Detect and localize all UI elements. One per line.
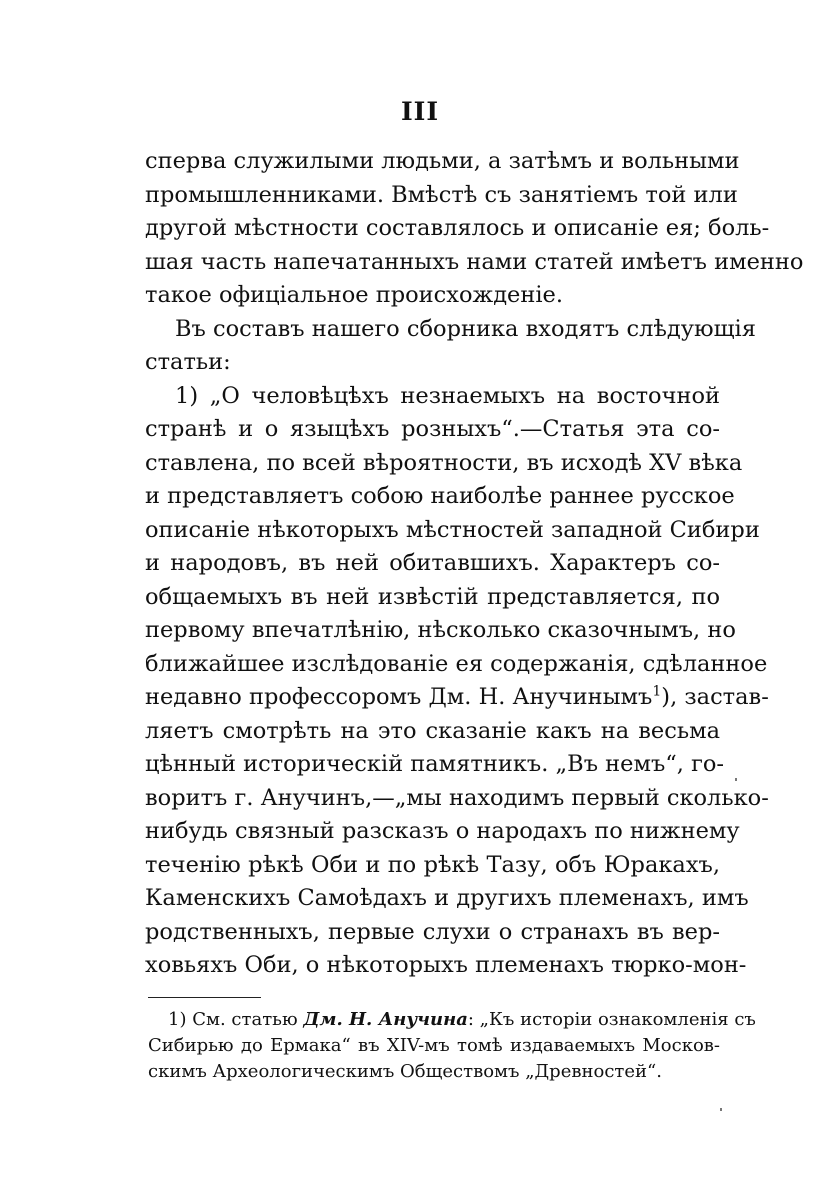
text-line: Каменскихъ Самоѣдахъ и другихъ племенахъ, имъ (145, 885, 749, 911)
text-line: ближайшее изслѣдованіе ея содержанія, сдѣланное (145, 650, 768, 677)
footnote-line: скимъ Археологическимъ Обществомъ „Древностей“. (148, 1061, 662, 1082)
body-text (145, 145, 804, 983)
text-line: и народовъ, въ ней обитавшихъ. Характеръ со- (145, 550, 720, 576)
footnote-author: Дм. Н. Анучина (303, 1009, 468, 1030)
text-segment: , застав- (670, 684, 769, 710)
text-line: цѣнный историческій памятникъ. „Въ немъ“, го- (145, 751, 725, 777)
footnote-reference: 1 (652, 683, 662, 700)
text-line: теченію рѣкѣ Оби и по рѣкѣ Тазу, объ Юракахъ, (145, 851, 720, 878)
paper-speck (735, 778, 737, 781)
text-line: ховьяхъ Оби, о нѣкоторыхъ племенахъ тюрко-мон- (145, 952, 747, 978)
text-line: и представляетъ собою наиболѣе раннее русское (145, 483, 735, 509)
footnote-text: : „Къ исторіи ознакомленія съ (467, 1009, 756, 1030)
footnote-marker: 1) (168, 1009, 187, 1030)
text-line: воритъ г. Анучинъ,—„мы находимъ первый сколько- (145, 784, 769, 811)
text-line: такое офиціальное происхожденіе. (145, 282, 564, 308)
text-line: странѣ и о языцѣхъ розныхъ“.—Статья эта со- (145, 416, 720, 442)
footnote-line (148, 1007, 756, 1033)
text-line: ставлена, по всей вѣроятности, въ исходѣ XV вѣка (145, 449, 743, 476)
text-line: родственныхъ, первые слухи о странахъ въ вер- (145, 918, 720, 945)
text-line: нибудь связный разсказъ о народахъ по нижнему (145, 818, 740, 844)
text-line: первому впечатлѣнію, нѣсколько сказочнымъ, но (145, 617, 736, 643)
text-line: Въ составъ нашего сборника входятъ слѣдующія (175, 315, 756, 342)
text-line: шая часть напечатанныхъ нами статей имѣетъ именно (145, 248, 804, 275)
paper-speck (720, 1108, 722, 1111)
footnote-text: См. статью (192, 1009, 298, 1030)
footnote-divider (148, 997, 261, 998)
footnote-line: Сибирью до Ермака“ въ XIV-мъ томѣ издаваемыхъ Москов- (148, 1035, 720, 1056)
text-line: недавно профессоромъ Дм. Н. Анучинымъ$^1$), застав- (145, 683, 769, 710)
text-line: ляетъ смотрѣть на это сказаніе какъ на весьма (145, 717, 720, 744)
text-line: другой мѣстности составлялось и описаніе ея; боль- (145, 215, 770, 241)
text-line: описаніе нѣкоторыхъ мѣстностей западной Сибири (145, 516, 760, 543)
text-segment: недавно профессоромъ Дм. Н. Анучинымъ (145, 684, 653, 710)
page-number: III (400, 97, 440, 126)
text-line: общаемыхъ въ ней извѣстій представляется, по (145, 583, 720, 610)
text-line: промышленниками. Вмѣстѣ съ занятіемъ той или (145, 181, 738, 208)
footnote (148, 1007, 756, 1085)
text-line: сперва служилыми людьми, а затѣмъ и вольными (145, 148, 740, 174)
text-line: 1) „О человѣцѣхъ незнаемыхъ на восточной (175, 382, 720, 409)
text-line: статьи: (145, 349, 231, 375)
